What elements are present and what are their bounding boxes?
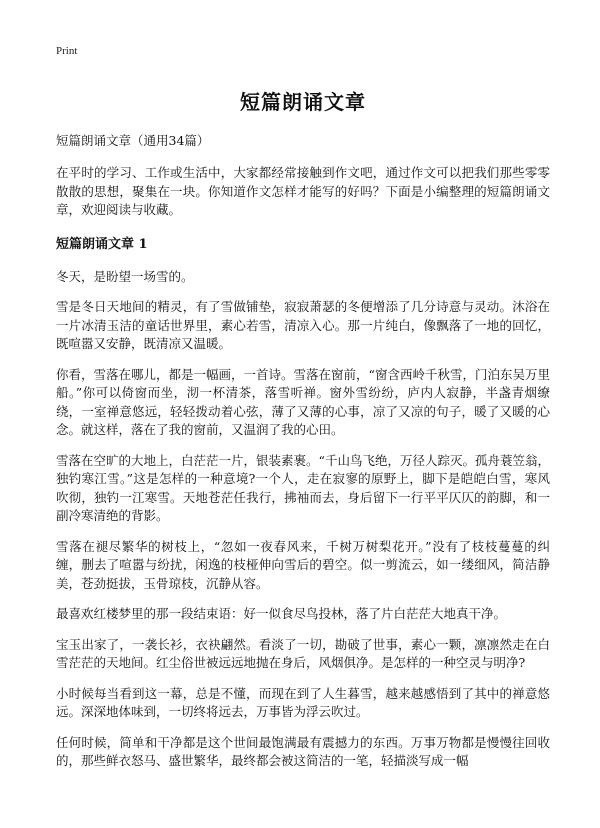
body-paragraph: 宝玉出家了，一袭长衫，衣袂翩然。看淡了一切，勘破了世事，素心一颗，凛凛然走在白雪茫茫的天地间。红尘俗世被远远地抛在身后，风烟俱净。是怎样的一种空灵与明净? [56,636,550,670]
document-subtitle: 短篇朗诵文章（通用34篇） [56,133,210,148]
intro-paragraph: 在平时的学习、工作或生活中，大家都经常接触到作文吧，通过作文可以把我们那些零零散散的思想，聚集在一块。你知道作文怎样才能写的好吗？下面是小编整理的短篇朗诵文章，欢迎阅读与收藏。 [56,165,550,217]
print-link[interactable]: Print [56,45,78,57]
body-paragraph: 你看，雪落在哪儿，都是一幅画，一首诗。雪落在窗前，“窗含西岭千秋雪，门泊东吴万里船。”你可以倚窗而坐，沏一杯清茶，落雪听禅。窗外雪纷纷，庐内人寂静，半盏青烟缭绕，一室禅意悠远，轻轻拨动着心弦，薄了又薄的心事，凉了又凉的句子，暖了又暖的心念。就这样，落在了我的窗前，又温润了我的心田。 [56,366,550,437]
page-title: 短篇朗诵文章 [240,90,366,114]
body-paragraph: 小时候每当看到这一幕，总是不懂，而现在到了人生暮雪，越来越感悟到了其中的禅意悠远。深深地体味到，一切终将远去，万事皆为浮云吹过。 [56,685,550,719]
body-paragraph: 任何时候，简单和干净都是这个世间最饱满最有震撼力的东西。万事万物都是慢慢往回收的，那些鲜衣怒马、盛世繁华，最终都会被这简洁的一笔，轻描淡写成一幅 [56,734,550,768]
body-paragraph: 雪落在褪尽繁华的树枝上，“忽如一夜春风来，千树万树梨花开。”没有了枝枝蔓蔓的纠缠，删去了喧嚣与纷扰，闲逸的枝桠伸向雪后的碧空。似一剪流云，如一缕细风，简洁静美，苍劲挺拔，玉骨琼枝，沉静从容。 [56,538,550,591]
body-paragraph: 雪是冬日天地间的精灵，有了雪做铺垫，寂寂萧瑟的冬便增添了几分诗意与灵动。沐浴在一片冰清玉洁的童话世界里，素心若雪，清凉入心。那一片纯白，像飘落了一地的回忆，既喧嚣又安静，既清凉又温暖。 [56,299,550,351]
body-paragraph: 最喜欢红楼梦里的那一段结束语：好一似食尽鸟投林，落了片白茫茫大地真干净。 [56,606,507,621]
body-paragraph: 冬天，是盼望一场雪的。 [56,268,194,284]
body-paragraph: 雪落在空旷的大地上，白茫茫一片，银装素裹。“千山鸟飞绝，万径人踪灭。孤舟蓑笠翁，独钓寒江雪。”这是怎样的一种意境?一个人，走在寂寥的原野上，脚下是皑皑白雪，寒风吹彻，独钓一江寒雪。天地苍茫任我行，拂袖而去，身后留下一行平平仄仄的韵脚，和一副冷寒清绝的背影。 [56,452,550,523]
section-heading: 短篇朗诵文章 1 [56,236,148,252]
